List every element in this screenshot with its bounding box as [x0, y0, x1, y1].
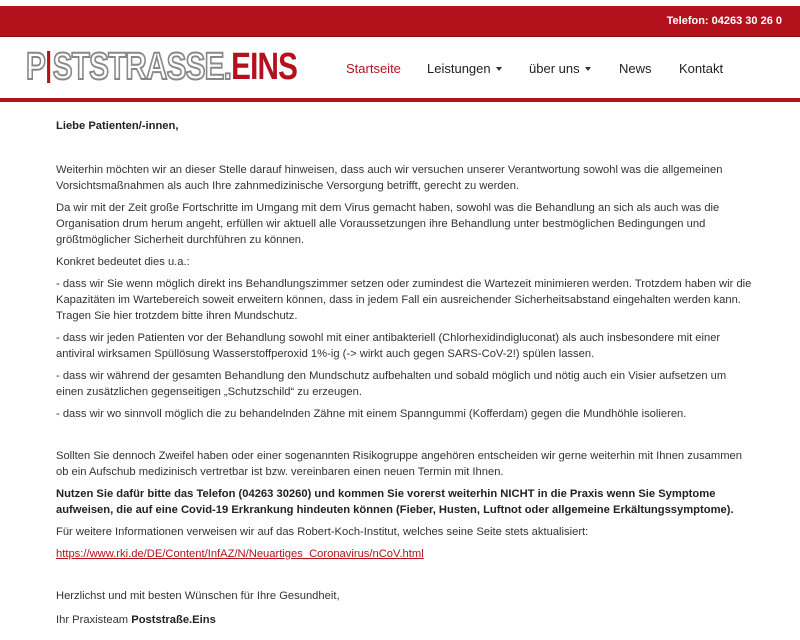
- nav-startseite[interactable]: Startseite: [346, 61, 401, 76]
- nav-ueber-uns[interactable]: [529, 61, 591, 76]
- list-item: - dass wir während der gesamten Behandlung den Mundschutz aufbehalten und sobald möglich und nötig auch ein Visier aufsetzen um einen zusätzlichen gegenseitigen „Schutzschild“ zu erzeugen.: [56, 370, 727, 398]
- rki-link[interactable]: https://www.rki.de/DE/Content/InfAZ/N/Neuartiges_Coronavirus/nCoV.html: [56, 548, 424, 560]
- logo-text: STSTRASSE.: [52, 46, 232, 88]
- logo-bar-icon: [47, 51, 50, 83]
- site-logo[interactable]: [26, 46, 297, 88]
- chevron-down-icon: [496, 67, 502, 71]
- signature-name: Poststraße.Eins: [131, 614, 216, 626]
- header: [0, 36, 800, 98]
- paragraph: Sollten Sie dennoch Zweifel haben oder einer sogenannten Risikogruppe angehören entscheiden wir gerne weiterhin mit Ihnen zusammen ob ein Aufschub medizinisch vertretbar ist bzw. vereinbaren einen neuen Termin mit Ihnen.: [56, 450, 742, 478]
- rki-link-row: [56, 546, 756, 562]
- list-item: - dass wir wo sinnvoll möglich die zu behandelnden Zähne mit einem Spanngummi (Kofferdam) gegen die Mundhöhle isolieren.: [56, 408, 687, 420]
- nav-ueber-uns-label: über uns: [529, 61, 580, 76]
- greeting: Liebe Patienten/-innen,: [56, 120, 179, 132]
- nav-news[interactable]: News: [619, 61, 652, 76]
- nav-leistungen-label: Leistungen: [427, 61, 491, 76]
- paragraph: Konkret bedeutet dies u.a.:: [56, 256, 190, 268]
- paragraph: Da wir mit der Zeit große Fortschritte im Umgang mit dem Virus gemacht haben, sowohl was die Behandlung an sich als auch was die Organisation drum herum angeht, erfüllen wir aktuell alle Voraussetzungen ihre Behandlung unter bestmöglichen Bedingungen und größtmöglicher Sicherheit durchführen zu können.: [56, 202, 720, 246]
- paragraph: Für weitere Informationen verweisen wir auf das Robert-Koch-Institut, welches seine Seite stets aktualisiert:: [56, 526, 589, 538]
- paragraph: Weiterhin möchten wir an dieser Stelle darauf hinweisen, dass auch wir versuchen unserer Verantwortung sowohl was die allgemeinen Vorsichtsmaßnahmen als auch Ihre zahnmedizinische Versorgung betrifft, gerecht zu werden.: [56, 164, 723, 192]
- logo-text-eins: EINS: [231, 46, 298, 88]
- signature-prefix: Ihr Praxisteam: [56, 614, 132, 626]
- closing: Herzlichst und mit besten Wünschen für Ihre Gesundheit,: [56, 590, 340, 602]
- top-bar: [0, 6, 800, 37]
- nav-kontakt[interactable]: Kontakt: [679, 61, 724, 76]
- nav-leistungen[interactable]: [427, 61, 502, 76]
- logo-letter-p: P: [26, 46, 46, 88]
- signature: [56, 612, 756, 628]
- list-item: - dass wir jeden Patienten vor der Behandlung sowohl mit einer antibakteriell (Chlorhexidindigluconat) als auch insbesondere mit einer antiviral wirksamen Spüllösung Wasserstoffperoxid 1%-ig (-> wirkt auch gegen SARS-CoV-2!) spülen lassen.: [56, 332, 721, 360]
- chevron-down-icon: [585, 67, 591, 71]
- notice-paragraph: Nutzen Sie dafür bitte das Telefon (04263 30260) und kommen Sie vorerst weiterhin NICHT in die Praxis wenn Sie Symptome aufweisen, die auf eine Covid-19 Erkrankung hindeuten können (Fieber, Husten, Luftnot oder allgemeine Erkältungssymptome).: [56, 488, 734, 516]
- phone-number[interactable]: Telefon: 04263 30 26 0: [666, 15, 782, 27]
- list-item: - dass wir Sie wenn möglich direkt ins Behandlungszimmer setzen oder zumindest die Wartezeit minimieren werden. Trotzdem haben wir die Kapazitäten im Wartebereich soweit erweitern können, dass in jedem Fall ein ausreichender Sicherheitsabstand eingehalten werden kann. Tragen Sie hier trotzdem bitte ihren Mundschutz.: [56, 278, 752, 322]
- header-divider: [0, 98, 800, 102]
- main-content: [56, 118, 756, 634]
